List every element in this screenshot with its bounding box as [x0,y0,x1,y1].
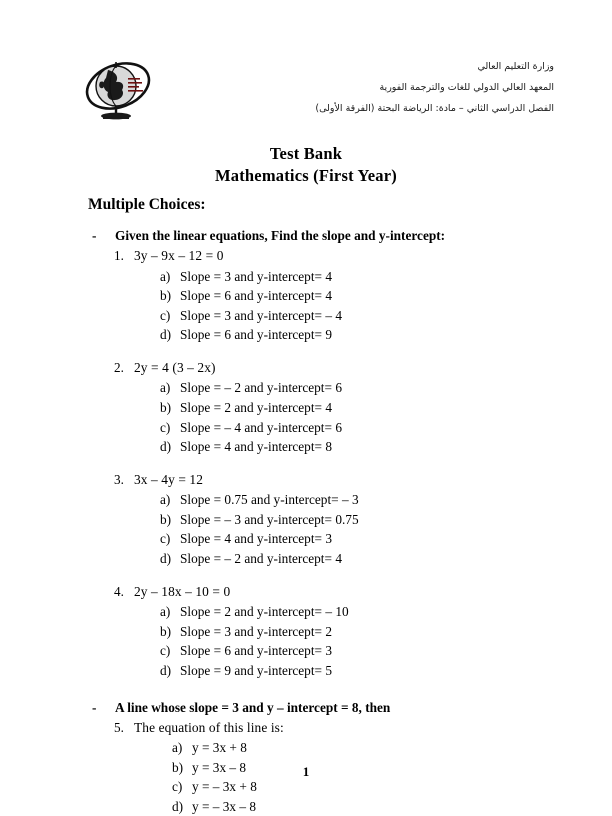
option-letter: c) [172,777,182,797]
option-item[interactable] [160,437,558,457]
section-heading-multiple-choices: Multiple Choices: [88,196,206,214]
option-letter: a) [160,602,170,622]
option-letter: d) [160,661,171,681]
option-letter: c) [160,641,170,661]
question-number: 4. [114,582,124,602]
option-item[interactable] [160,398,558,418]
option-item[interactable] [160,418,558,438]
question-text: 2y = 4 (3 – 2x) [134,360,216,375]
option-letter: a) [160,267,170,287]
option-letter: b) [160,510,171,530]
group-stem-text: A line whose slope = 3 and y – intercept = 8, then [115,700,390,715]
option-text: Slope = 4 and y-intercept= 3 [180,531,332,546]
option-text: Slope = – 3 and y-intercept= 0.75 [180,512,359,527]
option-letter: b) [160,622,171,642]
group-stem-text: Given the linear equations, Find the slope and y-intercept: [115,228,445,243]
option-text: Slope = – 2 and y-intercept= 6 [180,380,342,395]
option-list [134,490,558,568]
option-letter: d) [172,797,183,816]
page-title [0,143,612,187]
question-item [88,582,558,681]
option-text: y = 3x – 8 [192,760,246,775]
arabic-header-text [315,56,554,119]
arabic-line-institute: المعهد العالي الدولي للغات والترجمة الفورية [315,77,554,98]
option-text: Slope = 9 and y-intercept= 5 [180,663,332,678]
option-item[interactable] [160,325,558,345]
question-item [88,470,558,569]
question-text: 3x – 4y = 12 [134,472,203,487]
option-letter: a) [172,738,182,758]
title-line-test-bank: Test Bank [0,143,612,165]
option-item[interactable] [160,641,558,661]
option-letter: b) [172,758,183,778]
arabic-line-ministry: وزارة التعليم العالي [315,56,554,77]
question-text: 3y – 9x – 12 = 0 [134,248,224,263]
question-group [88,698,558,816]
group-stem [88,698,558,717]
questions-container [88,226,558,816]
option-item[interactable] [172,777,558,797]
option-text: Slope = 2 and y-intercept= – 10 [180,604,349,619]
option-item[interactable] [160,378,558,398]
question-group [88,226,558,681]
option-text: Slope = 3 and y-intercept= – 4 [180,308,342,323]
option-item[interactable] [160,622,558,642]
option-letter: a) [160,490,170,510]
option-letter: c) [160,418,170,438]
option-text: Slope = – 4 and y-intercept= 6 [180,420,342,435]
option-text: y = – 3x – 8 [192,799,256,814]
option-item[interactable] [160,549,558,569]
option-text: Slope = 3 and y-intercept= 4 [180,269,332,284]
option-text: Slope = – 2 and y-intercept= 4 [180,551,342,566]
option-item[interactable] [172,797,558,816]
question-item [88,246,558,345]
option-item[interactable] [172,738,558,758]
option-text: Slope = 0.75 and y-intercept= – 3 [180,492,359,507]
institute-globe-logo [78,56,158,128]
option-item[interactable] [160,267,558,287]
option-letter: b) [160,286,171,306]
option-text: Slope = 4 and y-intercept= 8 [180,439,332,454]
arabic-line-term: الفصل الدراسي الثاني – مادة: الرياضة البحتة (الفرقة الأولى) [315,98,554,119]
title-line-subject: Mathematics (First Year) [0,165,612,187]
question-number: 1. [114,246,124,266]
group-stem [88,226,558,245]
option-item[interactable] [160,602,558,622]
option-text: Slope = 6 and y-intercept= 3 [180,643,332,658]
option-text: Slope = 3 and y-intercept= 2 [180,624,332,639]
option-item[interactable] [160,510,558,530]
option-list [134,602,558,680]
option-text: Slope = 6 and y-intercept= 9 [180,327,332,342]
option-item[interactable] [160,661,558,681]
question-number: 3. [114,470,124,490]
page-number: 1 [0,764,612,780]
option-letter: d) [160,437,171,457]
bullet-dash: - [92,698,96,717]
option-text: y = 3x + 8 [192,740,247,755]
option-letter: d) [160,549,171,569]
option-list [134,267,558,345]
question-number: 5. [114,718,124,738]
option-item[interactable] [160,286,558,306]
option-letter: d) [160,325,171,345]
bullet-dash: - [92,226,96,245]
question-number: 2. [114,358,124,378]
option-letter: c) [160,529,170,549]
option-text: y = – 3x + 8 [192,779,257,794]
question-text: The equation of this line is: [134,720,284,735]
option-text: Slope = 2 and y-intercept= 4 [180,400,332,415]
option-item[interactable] [160,490,558,510]
option-letter: a) [160,378,170,398]
option-item[interactable] [160,306,558,326]
option-item[interactable] [160,529,558,549]
question-item [88,358,558,457]
option-letter: b) [160,398,171,418]
group-spacer [88,681,558,698]
option-letter: c) [160,306,170,326]
option-text: Slope = 6 and y-intercept= 4 [180,288,332,303]
option-list [134,378,558,456]
document-header [78,56,554,136]
question-text: 2y – 18x – 10 = 0 [134,584,230,599]
